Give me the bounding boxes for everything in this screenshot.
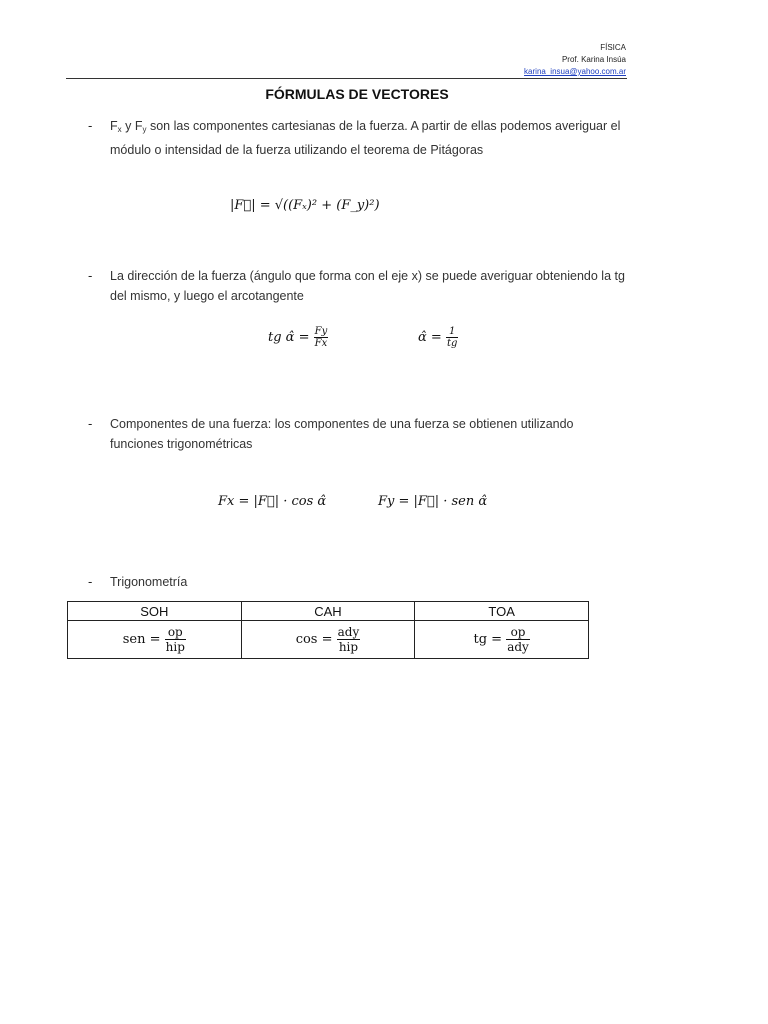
table-cell-sen: sen = $\frac{op}{\text{hip}}$ — [68, 621, 242, 659]
table-header-cah: CAH — [241, 602, 415, 621]
header-teacher: Prof. Karina Insúa — [561, 55, 626, 64]
bullet-3: - — [88, 416, 93, 431]
page-header — [524, 42, 626, 78]
bullet-4: - — [88, 574, 93, 589]
section-1-text: $F_x$ y $F_y$ son las componentes cartesianas de la fuerza. A partir de ellas podemos averiguar el módulo o intensidad de la fuerza utilizando el teorema de Pitágoras — [110, 119, 621, 157]
formula-fy: Fy = |F⃗| · sen α̂ — [378, 494, 488, 509]
formula-modulus: |F⃗| = √((Fₓ)² + (F_y)²) — [230, 198, 380, 213]
alpha-denominator: tg — [446, 338, 458, 349]
header-subject: FÍSICA — [600, 43, 626, 52]
bullet-1: - — [88, 118, 93, 133]
section-4-text: Trigonometría — [110, 575, 188, 589]
formula-tangent: tg α̂ = $\frac{Fy}{Fx}$ — [268, 326, 328, 349]
table-header-soh: SOH — [68, 602, 242, 621]
section-3-text: Componentes de una fuerza: los componentes de una fuerza se obtienen utilizando funciones trigonométricas — [110, 417, 574, 451]
alpha-numerator: 1 — [446, 326, 458, 338]
trig-table — [67, 601, 589, 659]
bullet-2: - — [88, 268, 93, 283]
table-header-row — [68, 602, 589, 621]
table-cell-tg: tg = $\frac{op}{\text{ady}}$ — [415, 621, 589, 659]
table-row — [68, 621, 589, 659]
header-rule — [66, 78, 627, 79]
tangent-denominator: Fx — [314, 338, 328, 349]
section-2-text: La dirección de la fuerza (ángulo que forma con el eje x) se puede averiguar obteniendo la tg del mismo, y luego el arcotangente — [110, 269, 625, 303]
tangent-numerator: Fy — [314, 326, 328, 337]
table-header-toa: TOA — [415, 602, 589, 621]
formula-alpha: α̂ = $\frac{1}{tg}$ — [418, 326, 458, 349]
formula-fx: Fx = |F⃗| · cos α̂ — [218, 494, 327, 509]
table-cell-cos: cos = $\frac{\text{ady}}{\text{hip}}$ — [241, 621, 415, 659]
header-email-link[interactable]: karina_insua@yahoo.com.ar — [524, 67, 626, 76]
page-title: FÓRMULAS DE VECTORES — [265, 86, 449, 102]
